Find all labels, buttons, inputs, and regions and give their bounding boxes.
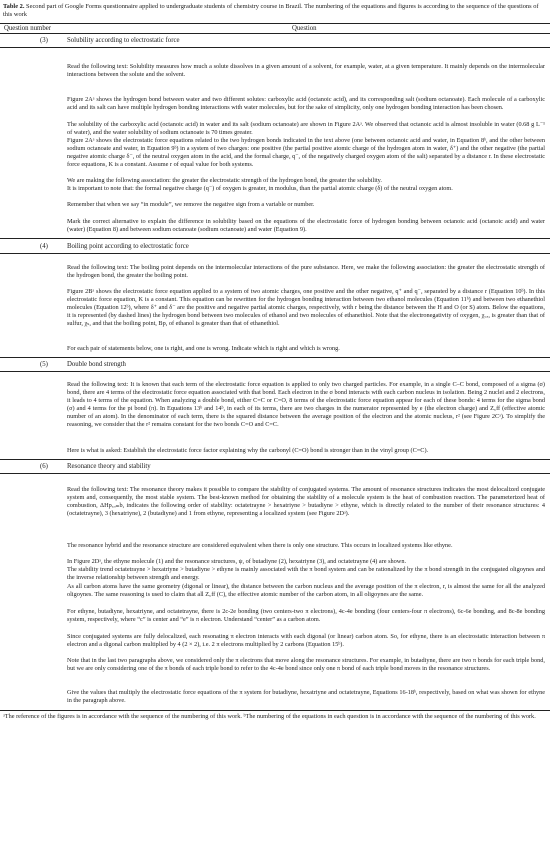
table-label: Table 2. <box>3 3 25 10</box>
paragraph: Mark the correct alternative to explain the difference in solubility based on the equations of the electrostatic force of hydrogen bonding between octanoic acid (octanoic acid) and water (water) (Equation 8) and between sodium octanoate (sodium octanoate) and water (Equation 9). <box>67 218 545 233</box>
paragraph: Read the following text: The boiling point depends on the intermolecular interactions of the pure substance. Here, we make the following association: the greater the electrostatic strength of the hydrogen bond, the greater the boiling point. <box>67 264 545 279</box>
rule-question-end <box>0 238 550 239</box>
paragraph: The resonance hybrid and the resonance structure are considered equivalent when there is only one structure. This occurs in localized systems like ethyne. <box>67 542 453 549</box>
paragraph: As all carbon atoms have the same geometry (digonal or linear), the distance between the carbon nucleus and the average position of the π electron, r, is almost the same for all the analyzed oligoynes. The same reasoning is used to claim that all Z꜀ff (C), the effective atomic number of the carbon atom, in all oligoynes are the same. <box>67 583 545 598</box>
paragraph: For each pair of statements below, one is right, and one is wrong. Indicate which is right and which is wrong. <box>67 345 340 352</box>
paragraph: The solubility of the carboxylic acid (octanoic acid) in water and its salt (sodium octanoate) are shown in Figure 2Aᵃ. We observed that octanoic acid is almost insoluble in water (0.68 g L⁻¹ of water), and the water solubility of sodium octanoate is 70 times greater. <box>67 121 545 136</box>
question-number: (6) <box>40 463 48 470</box>
paragraph: Read the following text: Solubility measures how much a solute dissolves in a given amount of a solvent, for example, water, at a given temperature. It mainly depends on the intermolecular interactions between the solute and the solvent. <box>67 63 545 78</box>
rule-title <box>0 47 550 48</box>
paragraph: Here is what is asked: Establish the electrostatic force factor explaining why the carbonyl (C=O) bond is stronger than in the vinyl group (C=C). <box>67 447 429 454</box>
paragraph: Figure 2Aᵃ shows the electrostatic force equations related to the two hydrogen bonds indicated in the text above (one between octanoic acid and water, in Equation 8ᵇ, and the other between sodium octanoate and water, in Equation 9ᵇ) in a system of two charges: one positive (the partial positive atomic charge of the hydrogen atom in water, δ⁺) and the other negative (the partial negative atomic charge δ⁻, of the neutral oxygen atom in the acid, and the formal charge, q⁻, of the negatively charged oxygen atom of the salt) separated by a distance r. In these electrostatic force equations, K is a constant. Assume r of equal value for both systems. <box>67 137 545 168</box>
rule-table-bottom <box>0 710 550 711</box>
rule-title <box>0 371 550 372</box>
rule-question-end <box>0 357 550 358</box>
paragraph: It is important to note that: the formal negative charge (q⁻) of oxygen is greater, in modulus, than the partial atomic charge (δ) of the neutral oxygen atom. <box>67 185 453 192</box>
paragraph: Since conjugated systems are fully delocalized, each resonating π electron interacts with each digonal (or linear) carbon atom. So, for ethyne, there is an electrostatic interaction between π electron and a digonal carbon multiplied by 4 (2 × 2), i.e. 2 π electrons multiplied by 2 carbons (Equation 15ᵇ). <box>67 633 545 648</box>
paragraph: We are making the following association: the greater the electrostatic strength of the hydrogen bond, the greater the solubility. <box>67 177 382 184</box>
rule-question-end <box>0 459 550 460</box>
table-footnote: ᵃThe reference of the figures is in accordance with the sequence of the numbering of this work. ᵇThe numbering of the equations in each question is in accordance with the sequence of the numbering of this work. <box>3 713 536 720</box>
column-header-question-number: Question number <box>4 25 52 32</box>
paragraph: In Figure 2Dᵃ, the ethyne molecule (1) and the resonance structures, ψ, of butadiyne (2), hexatriyne (3), and octatetrayne (4) are shown. <box>67 558 407 565</box>
rule-header <box>0 33 550 34</box>
paragraph: For ethyne, butadiyne, hexatriyne, and octatetrayne, there is 2c-2e bonding (two centers-two π electrons), 4c-4e bonding (four centers-four π electrons), 6c-6e bonding, and 8c-8e bonding system, respectively, where “c” is center and “e” is π electron. Understand “center” as a carbon atom. <box>67 608 545 623</box>
paragraph: The stability trend octatetrayne > hexatriyne > butadiyne > ethyne is mainly associated with the π bond system and can be rationalized by the π bond strength in the conjugated oligoynes and the inverse relationship between strength and energy. <box>67 566 545 581</box>
question-number: (4) <box>40 243 48 250</box>
rule-title <box>0 473 550 474</box>
paragraph: Figure 2Aᵃ shows the hydrogen bond between water and two different solutes: carboxylic acid (octanoic acid), and its corresponding salt (sodium octanoate). Each molecule of a carboxylic acid and its salt can have multiple hydrogen bonding interactions with water molecules, but for the sake of simplicity, only one hydrogen bonding interaction has been chosen. <box>67 96 545 111</box>
paragraph: Note that in the last two paragraphs above, we considered only the π electrons that move along the resonance structures. For example, in butadiyne, there are two π bonds for each triple bond, but we are only considering one of the π bonds of each triple bond to refer to the 4c-4e bond since only one π bond of each triple bond moves in the resonance structures. <box>67 657 545 672</box>
rule-top <box>0 23 550 24</box>
table-caption <box>3 3 547 19</box>
question-title: Resonance theory and stability <box>67 463 151 470</box>
question-number: (5) <box>40 361 48 368</box>
question-title: Solubility according to electrostatic force <box>67 37 180 44</box>
paragraph: Remember that when we say “in module”, we remove the negative sign from a variable or number. <box>67 201 315 208</box>
column-header-question: Question <box>292 25 317 32</box>
paragraph: Read the following text: It is known that each term of the electrostatic force equation is applied to only two charged particles. For example, in a single C–C bond, composed of a sigma (σ) bond, there are 4 terms of the electrostatic force equation associated with that bond. Each electron in the σ bond interacts with each carbon nucleus in isolation. Being 2 nuclei and 2 electrons, it leads to 4 terms of the equation. When analyzing a double bond, either C=C or C=O, 8 terms of the electrostatic force equation appear for each of these bonds: 4 terms for the sigma bond (σ) and 4 terms for the pi bond (π). In Equations 13ᵇ and 14ᵇ, in each of its terms, there are two charges in the numerator represented by e (the electron charge) and Z꜀ff (effective atomic number of an atom). In the denominator of each term, there is the squared distance between the average position of the electron and the atomic nucleus, r² (see Figure 2Cᵃ). To simplify the reasoning, we consider that the r² remains constant for the two bonds C=O and C=C. <box>67 381 545 428</box>
table-caption-text: Second part of Google Forms questionnaire applied to undergraduate students of chemistry course in Brazil. The numbering of the equations and figures is according to the sequence of the questions of this work <box>3 3 539 18</box>
question-number: (3) <box>40 37 48 44</box>
paragraph: Figure 2Bᵃ shows the electrostatic force equation applied to a system of two atomic charges, one positive and the other negative, q⁺ and q⁻, separated by a distance r (Equation 10ᵇ). In this electrostatic force equation, K is a constant. This equation can be rewritten for the hydrogen bonding interaction between two ethanol molecules (Equation 11ᵇ) and between two ethanethiol molecules (Equation 12ᵇ), where δ⁺ and δ⁻ are the positive and negative partial atomic charges, respectively, with r being the distance between the H and O (or S) atom. Below the equations, it is represented (by dashed lines) the hydrogen bond between two molecules of ethanol and two molecules of ethanethiol. Note that the electronegativity of oxygen, χ꜀ₓ, is greater than that of sulfur, χₛ, and that the boiling point, Bp, of ethanol is greater than that of ethanethiol. <box>67 288 545 327</box>
rule-title <box>0 253 550 254</box>
paragraph: Give the values that multiply the electrostatic force equations of the π system for butadiyne, hexatriyne and octatetrayne, Equations 16-18ᵇ, respectively, based on what was shown for ethyne in the paragraph above. <box>67 689 545 704</box>
question-title: Double bond strength <box>67 361 126 368</box>
question-title: Boiling point according to electrostatic force <box>67 243 189 250</box>
paragraph: Read the following text: The resonance theory makes it possible to compare the stability of conjugated systems. The amount of resonance structures indicates the most delocalized conjugate system and, consequently, the most stable system. The best-known method for obtaining the stability of a molecule system is the heat of combustion reaction. The parameterized heat of combustion, ΔHp꜀ₒₘb, indicates the following order of stability: octatetrayne > hexatriyne > butadiyne > ethyne, which is directly related to the number of their resonance structures: 4 (octatetrayne), 3 (hexatriyne), 2 (butadiyne) and 1 from ethyne, representing a localized system (see Figure 2Dᵃ). <box>67 486 545 517</box>
